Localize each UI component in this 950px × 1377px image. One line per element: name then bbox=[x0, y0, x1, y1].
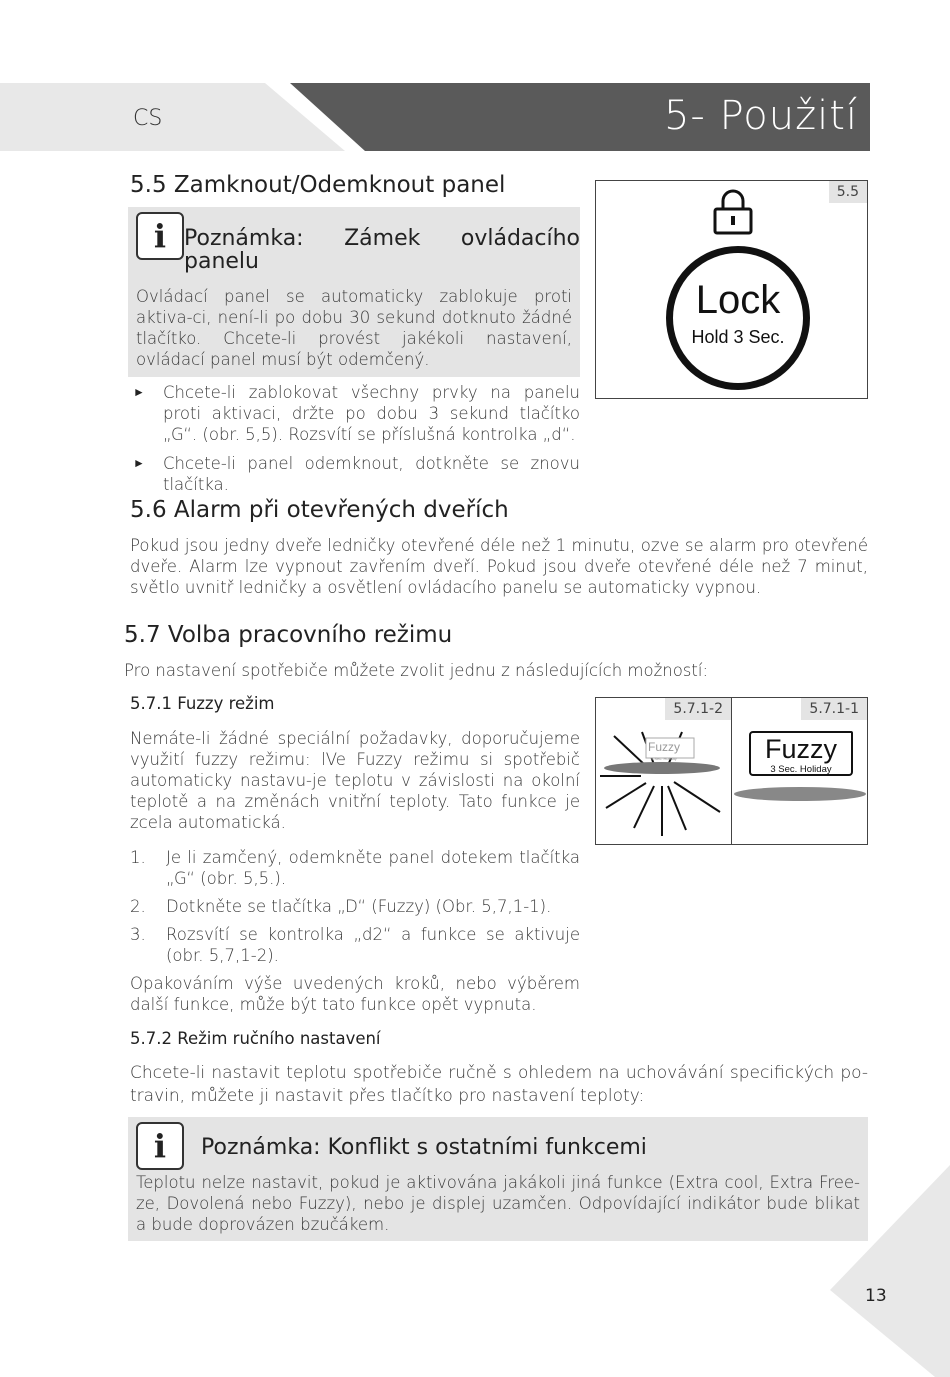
fuzzy-steps bbox=[130, 847, 580, 973]
step-text: Je li zamčený, odemkněte panel dotekem tlačítka „G“ (obr. 5,5.). bbox=[166, 848, 580, 888]
note-text-lock: Ovládací panel se automaticky zablokuje proti aktiva-ci, není-li po dobu 30 sekund dotknuto žádné tlačítko. Chcete-li provést jakékoli nastavení, ovládací panel musí být odemčený. bbox=[136, 287, 572, 369]
step-number: 3. bbox=[130, 925, 146, 944]
section-title-5-7: 5.7 Volba pracovního režimu bbox=[124, 622, 453, 648]
info-icon: i bbox=[136, 212, 184, 260]
list-item bbox=[130, 896, 580, 917]
note-box-lock bbox=[128, 207, 580, 377]
figure-5-7-1-2 bbox=[595, 697, 732, 845]
language-code: CS bbox=[133, 106, 163, 131]
step-number: 2. bbox=[130, 897, 146, 916]
mode-intro: Pro nastavení spotřebiče můžete zvolit jednu z následujících možností: bbox=[124, 661, 709, 680]
manual-text: Chcete-li nastavit teplotu spotřebiče ručně s ohledem na uchovávání specifických po-travin, můžete ji nastavit přes tlačítko pro nastavení teploty: bbox=[130, 1063, 868, 1106]
section-title-5-5: 5.5 Zamknout/Odemknout panel bbox=[130, 172, 506, 198]
list-item: ► Chcete-li zablokovat všechny prvky na panelu proti aktivaci, držte po dobu 3 sekund tlačítko „G“. (obr. 5,5). Rozsvítí se příslušná kontrolka „d“. bbox=[130, 382, 580, 445]
step-text: Rozsvítí se kontrolka „d2“ a funkce se aktivuje (obr. 5,7,1-2). bbox=[166, 925, 580, 965]
step-number: 1. bbox=[130, 848, 146, 867]
door-alarm-text: Pokud jsou jedny dveře ledničky otevřené déle než 1 minutu, ozve se alarm pro otevřené dveře. Alarm lze vypnout zavřením dveří. Pokud jsou dveře otevřené déle než 7 minut, světlo uvnitř ledničky a osvětlení ovládacího panelu se automaticky vypnou. bbox=[130, 536, 868, 597]
info-icon: i bbox=[136, 1122, 184, 1170]
figure-5-7-1-1 bbox=[731, 697, 868, 845]
fuzzy-dim-label: Fuzzy bbox=[648, 740, 681, 754]
list-item bbox=[130, 924, 580, 966]
note-box-conflict bbox=[128, 1117, 868, 1241]
figure-5-5 bbox=[595, 180, 868, 399]
fuzzy-button-label: Fuzzy bbox=[764, 734, 837, 764]
note-title-lock bbox=[184, 227, 580, 273]
header-light-band bbox=[0, 83, 345, 151]
fuzzy-button[interactable] bbox=[749, 731, 853, 776]
figure-tag: 5.5 bbox=[829, 181, 867, 203]
list-item: ► Chcete-li panel odemknout, dotkněte se znovu tlačítka. bbox=[130, 453, 580, 495]
fuzzy-outro: Opakováním výše uvedených kroků, nebo výběrem další funkce, může být tato funkce opět vypnuta. bbox=[130, 974, 580, 1014]
holiday-label: 3 Sec. Holiday bbox=[770, 764, 832, 775]
subsection-title-5-7-1: 5.7.1 Fuzzy režim bbox=[130, 694, 275, 713]
lock-label: Lock bbox=[695, 278, 781, 322]
figure-tag: 5.7.1-2 bbox=[665, 698, 731, 720]
note-text-conflict: Teplotu nelze nastavit, pokud je aktivována jakákoli jiná funkce (Extra cool, Extra Free-ze, Dovolená nebo Fuzzy), nebo je displej uzamčen. Odpovídající indikátor bude blikat a bude doprovázen bzučákem. bbox=[136, 1173, 860, 1234]
page-number: 13 bbox=[865, 1286, 887, 1306]
step-text: Dotkněte se tlačítka „D“ (Fuzzy) (Obr. 5,7,1-1). bbox=[166, 897, 552, 916]
indicator-light-icon bbox=[732, 784, 867, 804]
note-title-lock-text: Poznámka: Zámek ovládacího panelu bbox=[184, 226, 580, 274]
note-title-conflict: Poznámka: Konflikt s ostatními funkcemi bbox=[201, 1135, 647, 1160]
chapter-title: 5- Použití bbox=[663, 93, 858, 139]
hold-label: Hold 3 Sec. bbox=[691, 327, 785, 347]
fuzzy-text: Nemáte-li žádné speciální požadavky, doporučujeme využití fuzzy režimu: lVe Fuzzy režimu si spotřebič automaticky nastavu-je teplotu v závislosti na okolní teplotě a na změnách vnitřní teploty. Tato funkce je zcela automatická. bbox=[130, 729, 580, 832]
list-item bbox=[130, 847, 580, 889]
subsection-title-5-7-2: 5.7.2 Režim ručního nastavení bbox=[130, 1029, 381, 1048]
section-title-5-6: 5.6 Alarm při otevřených dveřích bbox=[130, 497, 509, 523]
figure-tag: 5.7.1-1 bbox=[801, 698, 867, 720]
lock-bullet-list bbox=[130, 382, 580, 503]
holiday-dim-label: 3 Sec. Holiday bbox=[651, 756, 677, 761]
padlock-icon bbox=[711, 189, 755, 235]
